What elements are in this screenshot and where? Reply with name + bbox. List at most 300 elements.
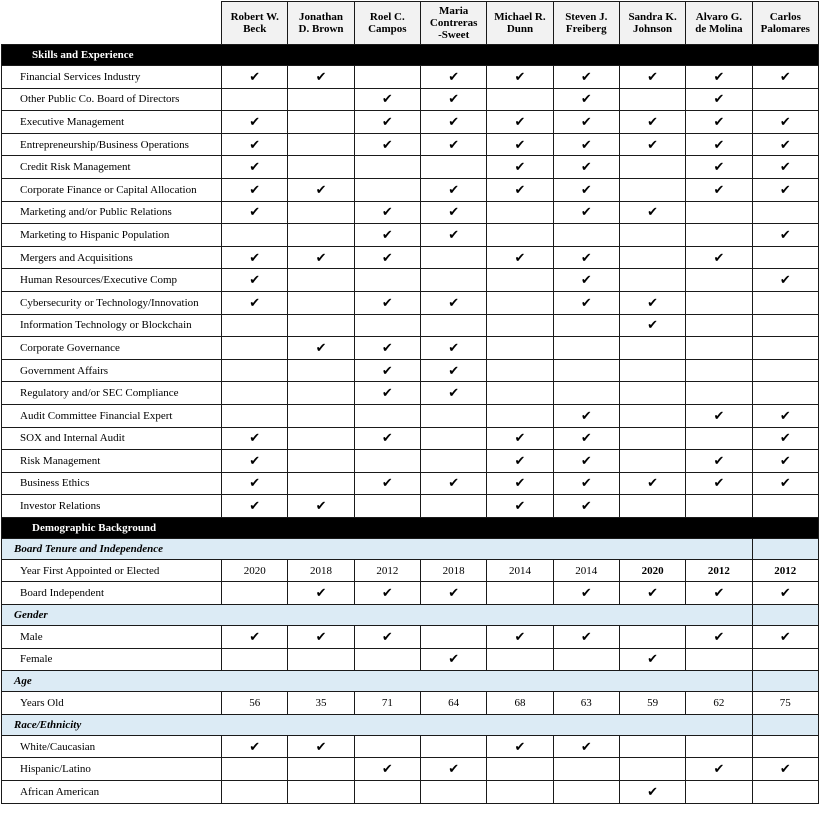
director-header-michael-r-dunn — [487, 2, 553, 45]
matrix-row-corporate-finance-or-capital-allocation — [2, 178, 819, 201]
row-label: White/Caucasian — [2, 735, 222, 758]
director-name-line1: Maria — [438, 5, 469, 17]
empty-cell — [487, 758, 553, 781]
check-icon: ✔ — [553, 156, 619, 179]
empty-cell — [487, 88, 553, 111]
empty-cell — [421, 495, 487, 518]
empty-cell — [553, 781, 619, 804]
row-label: Female — [2, 648, 222, 671]
row-label: Mergers and Acquisitions — [2, 246, 222, 269]
value-cell: 2012 — [686, 559, 752, 582]
matrix-row-white-caucasian — [2, 735, 819, 758]
empty-cell — [222, 314, 288, 337]
empty-cell — [553, 382, 619, 405]
director-name-line2: Beck — [243, 23, 267, 35]
empty-cell — [752, 359, 818, 382]
empty-cell — [487, 382, 553, 405]
check-icon: ✔ — [354, 201, 420, 224]
empty-cell — [487, 337, 553, 360]
row-label: Risk Management — [2, 450, 222, 473]
row-label: Male — [2, 626, 222, 649]
empty-cell — [619, 758, 685, 781]
check-icon: ✔ — [752, 178, 818, 201]
value-cell: 59 — [619, 692, 685, 715]
check-icon: ✔ — [222, 269, 288, 292]
check-icon: ✔ — [354, 133, 420, 156]
value-cell: 2020 — [222, 559, 288, 582]
empty-cell — [288, 111, 354, 134]
value-cell: 2014 — [553, 559, 619, 582]
check-icon: ✔ — [553, 246, 619, 269]
check-icon: ✔ — [421, 88, 487, 111]
director-name-line2: Dunn — [506, 23, 534, 35]
check-icon: ✔ — [686, 178, 752, 201]
check-icon: ✔ — [752, 111, 818, 134]
empty-cell — [619, 178, 685, 201]
value-cell: 2018 — [421, 559, 487, 582]
director-name-line2: Contreras — [429, 17, 478, 29]
empty-cell — [619, 224, 685, 247]
empty-cell — [686, 382, 752, 405]
check-icon: ✔ — [686, 133, 752, 156]
check-icon: ✔ — [288, 626, 354, 649]
empty-cell — [288, 291, 354, 314]
empty-cell — [686, 291, 752, 314]
empty-cell — [288, 314, 354, 337]
empty-cell — [752, 246, 818, 269]
empty-cell — [288, 648, 354, 671]
empty-cell — [354, 156, 420, 179]
check-icon: ✔ — [487, 111, 553, 134]
empty-cell — [686, 269, 752, 292]
value-cell: 35 — [288, 692, 354, 715]
empty-cell — [752, 314, 818, 337]
empty-cell — [752, 382, 818, 405]
check-icon: ✔ — [354, 224, 420, 247]
row-label: Financial Services Industry — [2, 66, 222, 89]
check-icon: ✔ — [553, 472, 619, 495]
matrix-row-sox-and-internal-audit — [2, 427, 819, 450]
check-icon: ✔ — [288, 337, 354, 360]
empty-cell — [686, 201, 752, 224]
check-icon: ✔ — [421, 582, 487, 605]
check-icon: ✔ — [553, 111, 619, 134]
empty-cell — [421, 246, 487, 269]
director-header-jonathan-d-brown — [288, 2, 354, 45]
empty-cell — [288, 269, 354, 292]
check-icon: ✔ — [619, 133, 685, 156]
value-cell: 2012 — [354, 559, 420, 582]
check-icon: ✔ — [752, 156, 818, 179]
empty-cell — [686, 648, 752, 671]
check-icon: ✔ — [553, 88, 619, 111]
check-icon: ✔ — [752, 427, 818, 450]
section-title: Skills and Experience — [32, 49, 134, 61]
subsection-title: Gender — [14, 609, 48, 622]
check-icon: ✔ — [421, 472, 487, 495]
check-icon: ✔ — [752, 133, 818, 156]
check-icon: ✔ — [686, 450, 752, 473]
empty-cell — [354, 735, 420, 758]
empty-cell — [288, 224, 354, 247]
empty-cell — [487, 314, 553, 337]
matrix-row-entrepreneurship-business-operations — [2, 133, 819, 156]
empty-cell — [752, 201, 818, 224]
subsection-header — [2, 671, 819, 692]
row-label: Government Affairs — [2, 359, 222, 382]
check-icon: ✔ — [421, 758, 487, 781]
director-header-sandra-k-johnson — [619, 2, 685, 45]
check-icon: ✔ — [686, 156, 752, 179]
check-icon: ✔ — [619, 291, 685, 314]
empty-cell — [686, 735, 752, 758]
value-cell: 63 — [553, 692, 619, 715]
check-icon: ✔ — [421, 66, 487, 89]
check-icon: ✔ — [686, 758, 752, 781]
check-icon: ✔ — [686, 626, 752, 649]
director-name-line1: Carlos — [769, 11, 801, 23]
director-header-steven-j-freiberg — [553, 2, 619, 45]
matrix-row-african-american — [2, 781, 819, 804]
check-icon: ✔ — [421, 648, 487, 671]
check-icon: ✔ — [686, 66, 752, 89]
matrix-row-board-independent — [2, 582, 819, 605]
check-icon: ✔ — [619, 201, 685, 224]
empty-cell — [421, 404, 487, 427]
empty-cell — [619, 735, 685, 758]
empty-cell — [619, 156, 685, 179]
matrix-row-human-resources-executive-comp — [2, 269, 819, 292]
empty-cell — [354, 495, 420, 518]
check-icon: ✔ — [354, 359, 420, 382]
empty-cell — [619, 269, 685, 292]
director-name-line2: Johnson — [633, 23, 673, 35]
check-icon: ✔ — [752, 472, 818, 495]
empty-cell — [354, 781, 420, 804]
value-cell: 2020 — [619, 559, 685, 582]
check-icon: ✔ — [553, 269, 619, 292]
empty-cell — [686, 314, 752, 337]
director-name-line2: Palomares — [760, 23, 810, 35]
empty-cell — [421, 314, 487, 337]
empty-cell — [421, 450, 487, 473]
row-label: Marketing to Hispanic Population — [2, 224, 222, 247]
row-label: Business Ethics — [2, 472, 222, 495]
empty-cell — [619, 626, 685, 649]
check-icon: ✔ — [288, 735, 354, 758]
empty-cell — [487, 291, 553, 314]
check-icon: ✔ — [619, 66, 685, 89]
check-icon: ✔ — [222, 472, 288, 495]
check-icon: ✔ — [421, 133, 487, 156]
check-icon: ✔ — [487, 246, 553, 269]
matrix-row-male — [2, 626, 819, 649]
empty-cell — [686, 495, 752, 518]
check-icon: ✔ — [553, 201, 619, 224]
matrix-row-marketing-to-hispanic-population — [2, 224, 819, 247]
check-icon: ✔ — [421, 382, 487, 405]
empty-cell — [354, 404, 420, 427]
empty-cell — [222, 88, 288, 111]
subsection-title: Race/Ethnicity — [14, 718, 82, 731]
check-icon: ✔ — [288, 66, 354, 89]
empty-cell — [421, 626, 487, 649]
matrix-row-audit-committee-financial-expert — [2, 404, 819, 427]
matrix-body — [2, 45, 819, 804]
empty-cell — [487, 359, 553, 382]
director-name-line1: Robert W. — [230, 11, 279, 23]
empty-cell — [752, 781, 818, 804]
check-icon: ✔ — [354, 111, 420, 134]
check-icon: ✔ — [487, 626, 553, 649]
check-icon: ✔ — [487, 156, 553, 179]
value-cell: 56 — [222, 692, 288, 715]
empty-cell — [354, 314, 420, 337]
row-label: Audit Committee Financial Expert — [2, 404, 222, 427]
check-icon: ✔ — [288, 178, 354, 201]
empty-cell — [288, 472, 354, 495]
empty-cell — [553, 224, 619, 247]
director-name-line2: de Molina — [695, 23, 743, 35]
empty-cell — [222, 404, 288, 427]
check-icon: ✔ — [487, 178, 553, 201]
check-icon: ✔ — [752, 269, 818, 292]
check-icon: ✔ — [222, 246, 288, 269]
check-icon: ✔ — [354, 626, 420, 649]
empty-cell — [686, 224, 752, 247]
empty-cell — [421, 427, 487, 450]
check-icon: ✔ — [354, 758, 420, 781]
value-cell: 68 — [487, 692, 553, 715]
subsection-title: Board Tenure and Independence — [14, 542, 164, 555]
director-header-carlos-palomares — [752, 2, 818, 45]
empty-cell — [487, 404, 553, 427]
section-skills-and-experience — [2, 45, 819, 66]
check-icon: ✔ — [487, 66, 553, 89]
empty-cell — [752, 648, 818, 671]
empty-cell — [354, 269, 420, 292]
check-icon: ✔ — [222, 178, 288, 201]
empty-cell — [487, 781, 553, 804]
check-icon: ✔ — [686, 404, 752, 427]
empty-cell — [222, 224, 288, 247]
empty-cell — [553, 758, 619, 781]
check-icon: ✔ — [222, 495, 288, 518]
director-name-line1: Michael R. — [494, 11, 546, 23]
check-icon: ✔ — [553, 582, 619, 605]
row-label: African American — [2, 781, 222, 804]
empty-cell — [222, 582, 288, 605]
matrix-row-years-old — [2, 692, 819, 715]
check-icon: ✔ — [686, 88, 752, 111]
header-corner — [2, 2, 222, 45]
matrix-row-business-ethics — [2, 472, 819, 495]
check-icon: ✔ — [487, 735, 553, 758]
value-cell: 2012 — [752, 559, 818, 582]
empty-cell — [619, 88, 685, 111]
director-name-line1: Sandra K. — [628, 11, 677, 23]
empty-cell — [619, 246, 685, 269]
check-icon: ✔ — [752, 626, 818, 649]
empty-cell — [752, 88, 818, 111]
check-icon: ✔ — [222, 450, 288, 473]
check-icon: ✔ — [553, 427, 619, 450]
matrix-row-female — [2, 648, 819, 671]
check-icon: ✔ — [487, 495, 553, 518]
row-label: Other Public Co. Board of Directors — [2, 88, 222, 111]
empty-cell — [288, 133, 354, 156]
empty-cell — [421, 735, 487, 758]
empty-cell — [752, 495, 818, 518]
check-icon: ✔ — [421, 291, 487, 314]
director-header-row — [2, 2, 819, 45]
check-icon: ✔ — [354, 88, 420, 111]
check-icon: ✔ — [553, 133, 619, 156]
empty-cell — [288, 427, 354, 450]
empty-cell — [354, 66, 420, 89]
check-icon: ✔ — [288, 495, 354, 518]
empty-cell — [487, 201, 553, 224]
check-icon: ✔ — [686, 246, 752, 269]
check-icon: ✔ — [487, 472, 553, 495]
check-icon: ✔ — [222, 66, 288, 89]
subsection-header — [2, 538, 819, 559]
check-icon: ✔ — [553, 626, 619, 649]
row-label: Year First Appointed or Elected — [2, 559, 222, 582]
section-demographic-background — [2, 517, 819, 538]
check-icon: ✔ — [421, 178, 487, 201]
empty-cell — [686, 359, 752, 382]
check-icon: ✔ — [553, 291, 619, 314]
empty-cell — [288, 156, 354, 179]
row-label: Corporate Finance or Capital Allocation — [2, 178, 222, 201]
empty-cell — [222, 359, 288, 382]
check-icon: ✔ — [553, 450, 619, 473]
check-icon: ✔ — [619, 314, 685, 337]
director-name-line2: Freiberg — [565, 23, 607, 35]
empty-cell — [619, 495, 685, 518]
matrix-row-credit-risk-management — [2, 156, 819, 179]
matrix-row-risk-management — [2, 450, 819, 473]
director-name-line1: Jonathan — [299, 11, 344, 23]
empty-cell — [421, 781, 487, 804]
row-label: Hispanic/Latino — [2, 758, 222, 781]
check-icon: ✔ — [619, 472, 685, 495]
row-label: Cybersecurity or Technology/Innovation — [2, 291, 222, 314]
empty-cell — [222, 337, 288, 360]
empty-cell — [354, 178, 420, 201]
empty-cell — [288, 450, 354, 473]
check-icon: ✔ — [619, 648, 685, 671]
director-header-maria-contreras — [421, 2, 487, 45]
check-icon: ✔ — [354, 582, 420, 605]
check-icon: ✔ — [553, 404, 619, 427]
director-name-line1: Roel C. — [369, 11, 405, 23]
matrix-row-executive-management — [2, 111, 819, 134]
row-label: Human Resources/Executive Comp — [2, 269, 222, 292]
director-name-line2: Campos — [368, 23, 407, 35]
empty-cell — [619, 337, 685, 360]
empty-cell — [619, 359, 685, 382]
check-icon: ✔ — [619, 781, 685, 804]
matrix-row-marketing-and-or-public-relations — [2, 201, 819, 224]
row-label: SOX and Internal Audit — [2, 427, 222, 450]
check-icon: ✔ — [222, 201, 288, 224]
check-icon: ✔ — [752, 758, 818, 781]
subsection-header — [2, 714, 819, 735]
director-name-line3: -Sweet — [438, 29, 470, 41]
row-label: Board Independent — [2, 582, 222, 605]
row-label: Entrepreneurship/Business Operations — [2, 133, 222, 156]
check-icon: ✔ — [619, 582, 685, 605]
empty-cell — [686, 427, 752, 450]
check-icon: ✔ — [686, 472, 752, 495]
check-icon: ✔ — [222, 133, 288, 156]
check-icon: ✔ — [752, 404, 818, 427]
row-label: Marketing and/or Public Relations — [2, 201, 222, 224]
check-icon: ✔ — [553, 178, 619, 201]
empty-cell — [619, 427, 685, 450]
empty-cell — [487, 582, 553, 605]
empty-cell — [686, 337, 752, 360]
matrix-row-cybersecurity-or-technology-innovation — [2, 291, 819, 314]
check-icon: ✔ — [686, 111, 752, 134]
value-cell: 75 — [752, 692, 818, 715]
director-name-line2: D. Brown — [298, 23, 344, 35]
empty-cell — [288, 359, 354, 382]
board-skills-matrix — [1, 1, 819, 804]
check-icon: ✔ — [553, 495, 619, 518]
matrix-row-regulatory-and-or-sec-compliance — [2, 382, 819, 405]
value-cell: 62 — [686, 692, 752, 715]
empty-cell — [288, 758, 354, 781]
empty-cell — [354, 648, 420, 671]
empty-cell — [288, 201, 354, 224]
empty-cell — [354, 450, 420, 473]
empty-cell — [619, 404, 685, 427]
empty-cell — [487, 648, 553, 671]
empty-cell — [553, 648, 619, 671]
empty-cell — [288, 404, 354, 427]
check-icon: ✔ — [752, 66, 818, 89]
row-label: Information Technology or Blockchain — [2, 314, 222, 337]
check-icon: ✔ — [421, 337, 487, 360]
subsection-title: Age — [14, 675, 32, 688]
check-icon: ✔ — [619, 111, 685, 134]
director-header-alvaro-g-de-molina — [686, 2, 752, 45]
check-icon: ✔ — [222, 291, 288, 314]
check-icon: ✔ — [354, 427, 420, 450]
check-icon: ✔ — [487, 133, 553, 156]
check-icon: ✔ — [421, 111, 487, 134]
empty-cell — [222, 382, 288, 405]
empty-cell — [288, 382, 354, 405]
check-icon: ✔ — [686, 582, 752, 605]
empty-cell — [222, 781, 288, 804]
matrix-row-mergers-and-acquisitions — [2, 246, 819, 269]
empty-cell — [619, 450, 685, 473]
empty-cell — [421, 269, 487, 292]
empty-cell — [752, 735, 818, 758]
empty-cell — [752, 337, 818, 360]
check-icon: ✔ — [354, 291, 420, 314]
check-icon: ✔ — [354, 337, 420, 360]
empty-cell — [487, 269, 553, 292]
empty-cell — [553, 337, 619, 360]
check-icon: ✔ — [288, 246, 354, 269]
matrix-row-other-public-co-board-of-directors — [2, 88, 819, 111]
empty-cell — [222, 758, 288, 781]
